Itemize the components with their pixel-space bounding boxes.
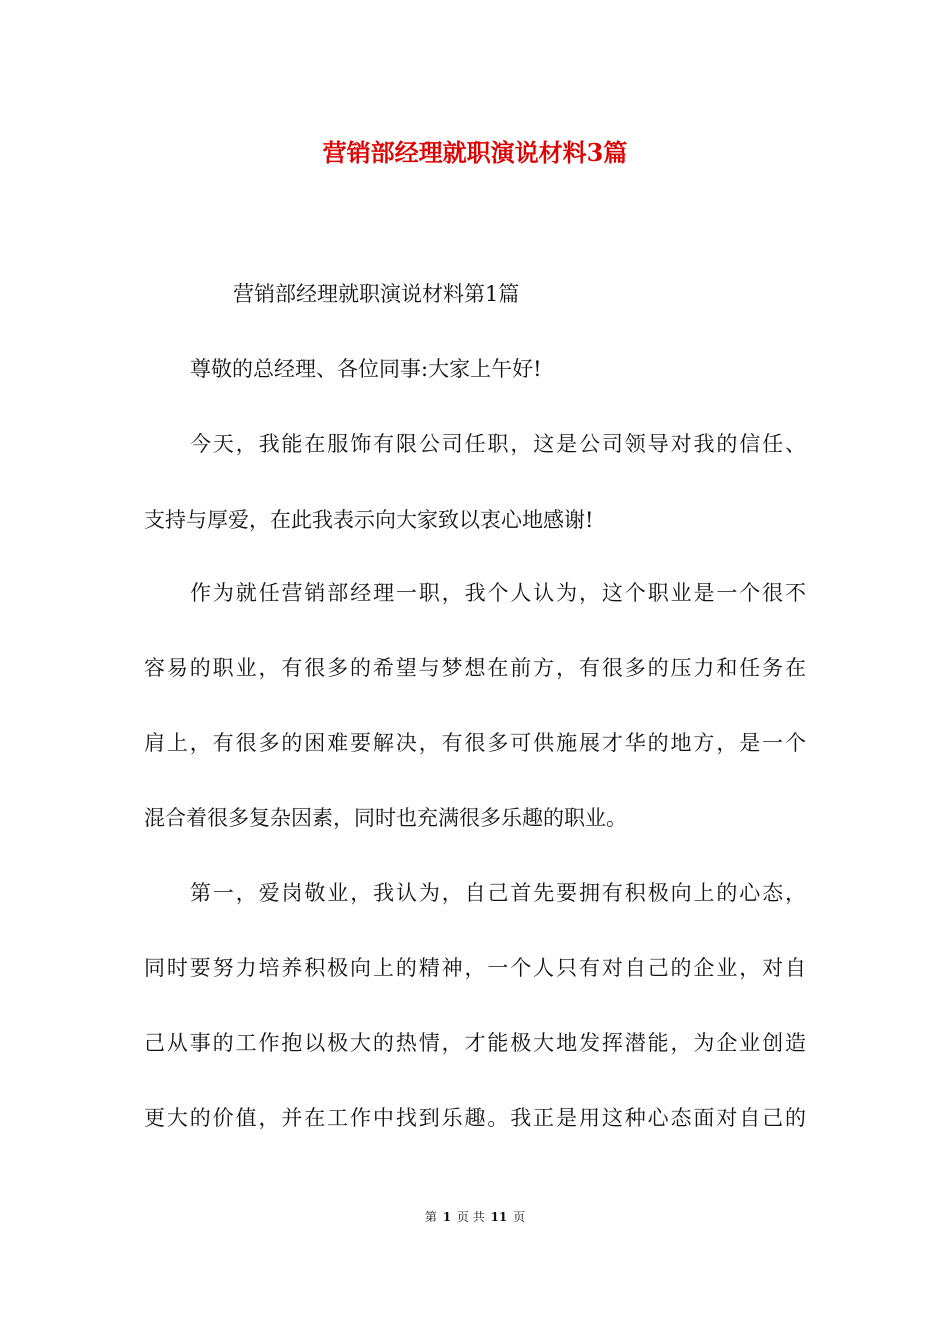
footer-suffix: 页: [513, 1210, 526, 1224]
document-title: 营销部经理就职演说材料3篇: [322, 138, 628, 167]
paragraph-line: 支持与厚爱，在此我表示向大家致以衷心地感谢!: [144, 508, 594, 532]
page-footer: [0, 1209, 950, 1225]
paragraph-line: 肩上，有很多的困难要解决，有很多可供施展才华的地方，是一个: [144, 731, 806, 755]
paragraph-line: 混合着很多复杂因素，同时也充满很多乐趣的职业。: [144, 806, 627, 830]
paragraph-line: 己从事的工作抱以极大的热情，才能极大地发挥潜能，为企业创造: [144, 1031, 806, 1055]
footer-mid: 页 共: [456, 1210, 485, 1224]
paragraph-line: 今天，我能在服饰有限公司任职，这是公司领导对我的信任、: [190, 432, 806, 456]
paragraph-line: 更大的价值，并在工作中找到乐趣。我正是用这种心态面对自己的: [144, 1106, 806, 1130]
current-page-number: 1: [442, 1210, 452, 1224]
footer-prefix: 第: [424, 1210, 437, 1224]
total-pages-number: 11: [490, 1210, 508, 1224]
paragraph-line: 第一，爱岗敬业，我认为，自己首先要拥有积极向上的心态，: [190, 881, 806, 905]
paragraph-line-greeting: 尊敬的总经理、各位同事:大家上午好!: [190, 357, 542, 381]
paragraph-line: 作为就任营销部经理一职，我个人认为，这个职业是一个很不: [190, 581, 806, 605]
section-heading: 营销部经理就职演说材料第1篇: [233, 282, 520, 306]
paragraph-line: 容易的职业，有很多的希望与梦想在前方，有很多的压力和任务在: [144, 656, 806, 680]
paragraph-line: 同时要努力培养积极向上的精神，一个人只有对自己的企业，对自: [144, 956, 806, 980]
